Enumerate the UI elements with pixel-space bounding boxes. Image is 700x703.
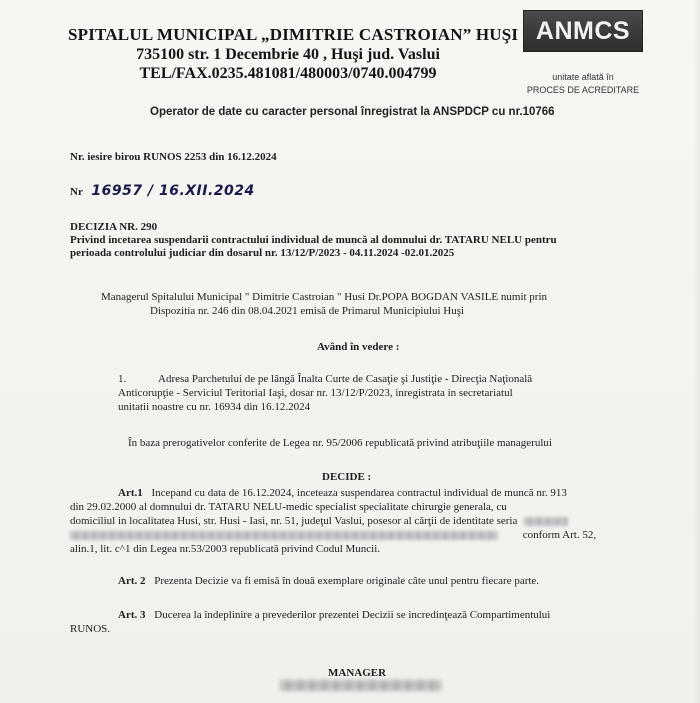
registration-label [70,184,255,199]
item-1-number: 1. [118,373,127,385]
art-1-label: Art.1 [118,487,143,499]
avand-in-vedere: Având în vedere : [317,341,400,353]
redacted-id-series [524,517,568,526]
hospital-header [68,24,519,83]
art-1-line-3 [70,514,568,528]
art-1-line-1 [118,486,567,500]
manager-intro-1: Managerul Spitalului Municipal " Dimitrie Castroian " Husi Dr.POPA BOGDAN VASILE numit prin [101,291,548,303]
prerogative-text: În baza prerogativelor conferite de Legea nr. 95/2006 republicată privind atribuţiile managerului [128,437,552,449]
art-3-line-2: RUNOS. [70,623,111,635]
art-1-line-5: alin.1, lit. c^1 din Legea nr.53/2003 republicată privind Codul Muncii. [70,543,381,555]
item-1-line-1: Adresa Parchetului de pe lângă Înalta Curte de Casaţie şi Justiţie - Direcţia Naţională [158,373,533,385]
decision-number: DECIZIA NR. 290 [70,221,158,233]
scan-edge-shadow [694,0,700,703]
redacted-personal-data [70,531,498,540]
decision-title-2: perioada controlului judiciar din dosarul nr. 13/12/P/2023 - 04.11.2024 -02.01.2025 [70,247,455,259]
operator-notice: Operator de date cu caracter personal înregistrat la ANSPDCP cu nr.10766 [150,106,555,118]
registration-handwritten: 16957 / 16.XII.2024 [91,183,255,199]
item-1-line-3: unitatii noastre cu nr. 16934 din 16.12.2024 [118,401,311,413]
decide-heading: DECIDE : [322,471,372,483]
art-2 [118,574,539,588]
hospital-address: 735100 str. 1 Decembrie 40 , Huşi jud. Vaslui [136,46,440,63]
redacted-manager-name [280,680,442,691]
logo-subtitle-2: PROCES DE ACREDITARE [526,85,640,95]
art-1-line-2: din 29.02.2000 al domnului dr. TATARU NELU-medic specialist specialitate chirurgie generala, cu [70,501,507,513]
registration-prefix: Nr [70,186,83,198]
art-2-label: Art. 2 [118,575,146,587]
art-1-text-1: Incepand cu data de 16.12.2024, inceteaza suspendarea contractul individual de muncă nr. 913 [151,487,567,499]
art-3-line-1 [118,608,550,622]
manager-title: MANAGER [328,667,387,679]
art-2-text: Prezenta Decizie va fi emisă în două exemplare originale câte unul pentru fiecare parte. [154,575,540,587]
item-1-line-2: Anticorupţie - Serviciul Teritorial Iaşi, dosar nr. 13/12/P/2023, inregistrata in secretariatul [118,387,513,399]
art-3-text-1: Ducerea la îndeplinire a prevederilor prezentei Decizii se incredinţează Compartimentului [154,609,551,621]
art-1-text-4: conform Art. 52, [522,529,597,541]
exit-number: Nr. iesire birou RUNOS 2253 din 16.12.2024 [70,151,277,163]
art-1-text-3: domiciliul in localitatea Husi, str. Husi - Iasi, nr. 51, judeţul Vaslui, posesor al cărţii de identitate seria [70,515,518,527]
anmcs-logo [520,10,646,100]
decision-title-1: Privind incetarea suspendarii contractului individual de muncă al domnului dr. TATARU NELU pentru [70,234,557,246]
hospital-name: SPITALUL MUNICIPAL „DIMITRIE CASTROIAN” HUŞI [68,25,519,44]
anmcs-logo-mark: ANMCS [523,10,643,52]
art-1-line-4 [70,528,596,542]
logo-subtitle-1: unitate aflată în [552,72,614,82]
hospital-phone: TEL/FAX.0235.481081/480003/0740.004799 [139,65,437,82]
art-3-label: Art. 3 [118,609,146,621]
manager-intro-2: Dispozitia nr. 246 din 08.04.2021 emisă de Primarul Municipiului Huşi [150,305,465,317]
